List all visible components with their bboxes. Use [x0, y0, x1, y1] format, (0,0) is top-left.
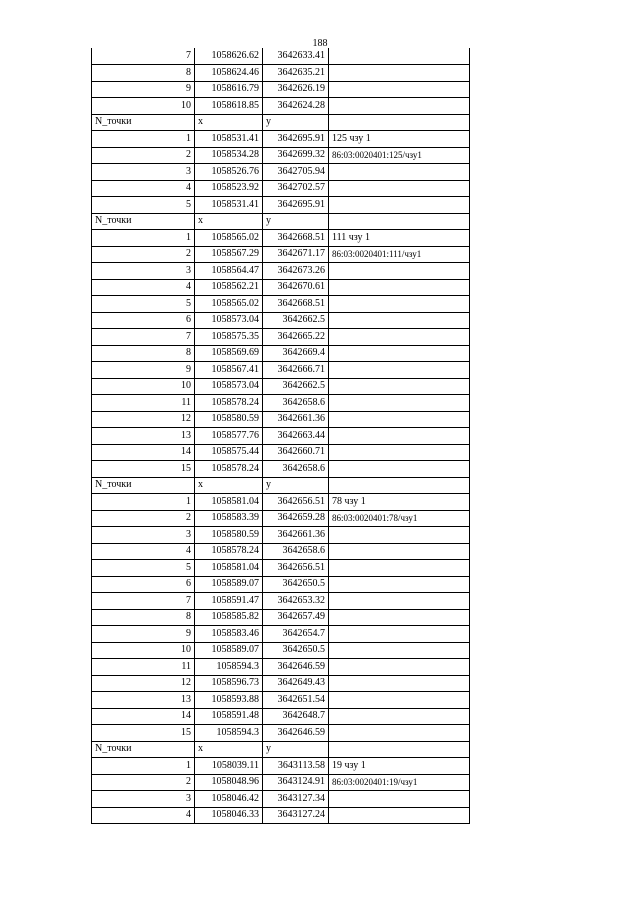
table-row — [92, 609, 470, 626]
table-row — [92, 378, 470, 395]
x-coordinate-cell: 1058526.76 — [195, 164, 263, 181]
point-number-cell: 8 — [92, 65, 195, 82]
table-row — [92, 543, 470, 560]
point-number-cell: 6 — [92, 576, 195, 593]
x-coordinate-cell: 1058565.02 — [195, 230, 263, 247]
table-row — [92, 197, 470, 214]
x-coordinate-cell: 1058578.24 — [195, 543, 263, 560]
table-row — [92, 312, 470, 329]
table-row — [92, 791, 470, 808]
note-cell — [329, 81, 470, 98]
note-cell — [329, 329, 470, 346]
y-coordinate-cell: 3642658.6 — [263, 395, 329, 412]
point-number-cell: 4 — [92, 279, 195, 296]
x-coordinate-cell: 1058575.44 — [195, 444, 263, 461]
y-coordinate-cell: 3642665.22 — [263, 329, 329, 346]
note-cell — [329, 791, 470, 808]
note-cell: 86:03:0020401:125/чзу1 — [329, 147, 470, 164]
coordinates-table — [91, 48, 470, 824]
header-cell-x: x — [195, 114, 263, 131]
y-coordinate-cell: 3642702.57 — [263, 180, 329, 197]
x-coordinate-cell: 1058624.46 — [195, 65, 263, 82]
note-cell — [329, 378, 470, 395]
point-number-cell: 2 — [92, 246, 195, 263]
x-coordinate-cell: 1058531.41 — [195, 131, 263, 148]
note-cell — [329, 560, 470, 577]
header-cell-y: y — [263, 114, 329, 131]
note-cell — [329, 411, 470, 428]
x-coordinate-cell: 1058531.41 — [195, 197, 263, 214]
table-row — [92, 576, 470, 593]
x-coordinate-cell: 1058583.46 — [195, 626, 263, 643]
x-coordinate-cell: 1058594.3 — [195, 659, 263, 676]
x-coordinate-cell: 1058581.04 — [195, 560, 263, 577]
y-coordinate-cell: 3642653.32 — [263, 593, 329, 610]
x-coordinate-cell: 1058591.47 — [195, 593, 263, 610]
x-coordinate-cell: 1058580.59 — [195, 411, 263, 428]
table-row — [92, 593, 470, 610]
x-coordinate-cell: 1058591.48 — [195, 708, 263, 725]
note-cell — [329, 65, 470, 82]
note-cell: 86:03:0020401:111/чзу1 — [329, 246, 470, 263]
y-coordinate-cell: 3643127.34 — [263, 791, 329, 808]
x-coordinate-cell: 1058581.04 — [195, 494, 263, 511]
x-coordinate-cell: 1058048.96 — [195, 774, 263, 791]
y-coordinate-cell: 3642660.71 — [263, 444, 329, 461]
note-cell — [329, 279, 470, 296]
point-number-cell: 9 — [92, 626, 195, 643]
table-row — [92, 642, 470, 659]
note-cell — [329, 527, 470, 544]
y-coordinate-cell: 3642673.26 — [263, 263, 329, 280]
header-cell-x: x — [195, 213, 263, 230]
note-cell — [329, 593, 470, 610]
note-cell — [329, 263, 470, 280]
y-coordinate-cell: 3642661.36 — [263, 411, 329, 428]
table-row — [92, 444, 470, 461]
x-coordinate-cell: 1058573.04 — [195, 378, 263, 395]
x-coordinate-cell: 1058039.11 — [195, 758, 263, 775]
header-cell-note — [329, 114, 470, 131]
header-cell-y: y — [263, 477, 329, 494]
point-number-cell: 1 — [92, 758, 195, 775]
note-cell — [329, 659, 470, 676]
point-number-cell: 5 — [92, 560, 195, 577]
y-coordinate-cell: 3642626.19 — [263, 81, 329, 98]
note-cell — [329, 296, 470, 313]
note-cell — [329, 180, 470, 197]
header-cell-n: N_точки — [92, 213, 195, 230]
note-cell — [329, 345, 470, 362]
x-coordinate-cell: 1058578.24 — [195, 461, 263, 478]
table-row — [92, 461, 470, 478]
point-number-cell: 11 — [92, 659, 195, 676]
x-coordinate-cell: 1058569.69 — [195, 345, 263, 362]
table-row — [92, 494, 470, 511]
point-number-cell: 3 — [92, 527, 195, 544]
x-coordinate-cell: 1058589.07 — [195, 576, 263, 593]
x-coordinate-cell: 1058578.24 — [195, 395, 263, 412]
point-number-cell: 3 — [92, 164, 195, 181]
y-coordinate-cell: 3642668.51 — [263, 296, 329, 313]
y-coordinate-cell: 3642657.49 — [263, 609, 329, 626]
y-coordinate-cell: 3642635.21 — [263, 65, 329, 82]
table-row — [92, 345, 470, 362]
x-coordinate-cell: 1058562.21 — [195, 279, 263, 296]
y-coordinate-cell: 3642666.71 — [263, 362, 329, 379]
y-coordinate-cell: 3642648.7 — [263, 708, 329, 725]
note-cell — [329, 164, 470, 181]
note-cell — [329, 543, 470, 560]
x-coordinate-cell: 1058575.35 — [195, 329, 263, 346]
point-number-cell: 10 — [92, 378, 195, 395]
point-number-cell: 7 — [92, 593, 195, 610]
x-coordinate-cell: 1058596.73 — [195, 675, 263, 692]
x-coordinate-cell: 1058577.76 — [195, 428, 263, 445]
table-row — [92, 560, 470, 577]
point-number-cell: 3 — [92, 791, 195, 808]
note-cell — [329, 461, 470, 478]
y-coordinate-cell: 3642658.6 — [263, 543, 329, 560]
y-coordinate-cell: 3642671.17 — [263, 246, 329, 263]
note-cell — [329, 675, 470, 692]
note-cell — [329, 395, 470, 412]
point-number-cell: 1 — [92, 131, 195, 148]
table-row — [92, 279, 470, 296]
point-number-cell: 14 — [92, 708, 195, 725]
table-row — [92, 758, 470, 775]
point-number-cell: 4 — [92, 543, 195, 560]
point-number-cell: 14 — [92, 444, 195, 461]
table-row — [92, 626, 470, 643]
table-row — [92, 411, 470, 428]
y-coordinate-cell: 3642649.43 — [263, 675, 329, 692]
x-coordinate-cell: 1058573.04 — [195, 312, 263, 329]
table-row — [92, 362, 470, 379]
point-number-cell: 5 — [92, 296, 195, 313]
table-row — [92, 180, 470, 197]
table-row — [92, 708, 470, 725]
point-number-cell: 15 — [92, 725, 195, 742]
point-number-cell: 4 — [92, 807, 195, 824]
y-coordinate-cell: 3642658.6 — [263, 461, 329, 478]
table-header-row — [92, 213, 470, 230]
y-coordinate-cell: 3642659.28 — [263, 510, 329, 527]
coordinates-table-body — [92, 48, 470, 824]
point-number-cell: 8 — [92, 609, 195, 626]
page-number: 188 — [312, 38, 328, 49]
header-cell-n: N_точки — [92, 741, 195, 758]
point-number-cell: 12 — [92, 411, 195, 428]
note-cell — [329, 626, 470, 643]
table-row — [92, 81, 470, 98]
x-coordinate-cell: 1058589.07 — [195, 642, 263, 659]
note-cell — [329, 708, 470, 725]
point-number-cell: 10 — [92, 642, 195, 659]
y-coordinate-cell: 3642662.5 — [263, 378, 329, 395]
point-number-cell: 9 — [92, 362, 195, 379]
y-coordinate-cell: 3642695.91 — [263, 197, 329, 214]
y-coordinate-cell: 3642705.94 — [263, 164, 329, 181]
table-row — [92, 296, 470, 313]
point-number-cell: 6 — [92, 312, 195, 329]
note-cell — [329, 642, 470, 659]
note-cell — [329, 576, 470, 593]
y-coordinate-cell: 3642661.36 — [263, 527, 329, 544]
x-coordinate-cell: 1058618.85 — [195, 98, 263, 115]
note-cell — [329, 609, 470, 626]
x-coordinate-cell: 1058583.39 — [195, 510, 263, 527]
y-coordinate-cell: 3642656.51 — [263, 560, 329, 577]
y-coordinate-cell: 3642670.61 — [263, 279, 329, 296]
table-row — [92, 675, 470, 692]
table-header-row — [92, 114, 470, 131]
table-header-row — [92, 741, 470, 758]
note-cell: 86:03:0020401:19/чзу1 — [329, 774, 470, 791]
point-number-cell: 9 — [92, 81, 195, 98]
table-row — [92, 246, 470, 263]
x-coordinate-cell: 1058567.41 — [195, 362, 263, 379]
y-coordinate-cell: 3642663.44 — [263, 428, 329, 445]
point-number-cell: 2 — [92, 510, 195, 527]
table-row — [92, 98, 470, 115]
x-coordinate-cell: 1058616.79 — [195, 81, 263, 98]
y-coordinate-cell: 3642662.5 — [263, 312, 329, 329]
y-coordinate-cell: 3642646.59 — [263, 725, 329, 742]
note-cell: 78 чзу 1 — [329, 494, 470, 511]
table-row — [92, 131, 470, 148]
y-coordinate-cell: 3642650.5 — [263, 576, 329, 593]
x-coordinate-cell: 1058567.29 — [195, 246, 263, 263]
y-coordinate-cell: 3642695.91 — [263, 131, 329, 148]
table-row — [92, 164, 470, 181]
x-coordinate-cell: 1058626.62 — [195, 48, 263, 65]
y-coordinate-cell: 3643124.91 — [263, 774, 329, 791]
table-row — [92, 692, 470, 709]
x-coordinate-cell: 1058046.42 — [195, 791, 263, 808]
header-cell-note — [329, 477, 470, 494]
header-cell-note — [329, 213, 470, 230]
point-number-cell: 4 — [92, 180, 195, 197]
point-number-cell: 11 — [92, 395, 195, 412]
header-cell-y: y — [263, 741, 329, 758]
y-coordinate-cell: 3642669.4 — [263, 345, 329, 362]
table-row — [92, 395, 470, 412]
table-header-row — [92, 477, 470, 494]
point-number-cell: 15 — [92, 461, 195, 478]
y-coordinate-cell: 3642651.54 — [263, 692, 329, 709]
point-number-cell: 5 — [92, 197, 195, 214]
point-number-cell: 10 — [92, 98, 195, 115]
point-number-cell: 13 — [92, 428, 195, 445]
header-cell-n: N_точки — [92, 477, 195, 494]
x-coordinate-cell: 1058534.28 — [195, 147, 263, 164]
y-coordinate-cell: 3642624.28 — [263, 98, 329, 115]
y-coordinate-cell: 3642650.5 — [263, 642, 329, 659]
note-cell — [329, 807, 470, 824]
table-row — [92, 527, 470, 544]
header-cell-y: y — [263, 213, 329, 230]
y-coordinate-cell: 3642656.51 — [263, 494, 329, 511]
point-number-cell: 1 — [92, 494, 195, 511]
table-row — [92, 230, 470, 247]
y-coordinate-cell: 3642646.59 — [263, 659, 329, 676]
table-row — [92, 725, 470, 742]
note-cell — [329, 197, 470, 214]
table-row — [92, 428, 470, 445]
header-cell-x: x — [195, 477, 263, 494]
note-cell — [329, 444, 470, 461]
note-cell: 86:03:0020401:78/чзу1 — [329, 510, 470, 527]
note-cell: 125 чзу 1 — [329, 131, 470, 148]
point-number-cell: 12 — [92, 675, 195, 692]
note-cell — [329, 725, 470, 742]
table-row — [92, 48, 470, 65]
x-coordinate-cell: 1058046.33 — [195, 807, 263, 824]
note-cell — [329, 428, 470, 445]
point-number-cell: 7 — [92, 329, 195, 346]
point-number-cell: 2 — [92, 147, 195, 164]
x-coordinate-cell: 1058564.47 — [195, 263, 263, 280]
header-cell-n: N_точки — [92, 114, 195, 131]
point-number-cell: 3 — [92, 263, 195, 280]
x-coordinate-cell: 1058585.82 — [195, 609, 263, 626]
note-cell: 111 чзу 1 — [329, 230, 470, 247]
note-cell — [329, 362, 470, 379]
note-cell — [329, 98, 470, 115]
y-coordinate-cell: 3643113.58 — [263, 758, 329, 775]
note-cell — [329, 692, 470, 709]
x-coordinate-cell: 1058594.3 — [195, 725, 263, 742]
table-row — [92, 659, 470, 676]
y-coordinate-cell: 3642668.51 — [263, 230, 329, 247]
header-cell-note — [329, 741, 470, 758]
x-coordinate-cell: 1058565.02 — [195, 296, 263, 313]
header-cell-x: x — [195, 741, 263, 758]
point-number-cell: 8 — [92, 345, 195, 362]
table-row — [92, 774, 470, 791]
table-row — [92, 147, 470, 164]
point-number-cell: 13 — [92, 692, 195, 709]
point-number-cell: 7 — [92, 48, 195, 65]
point-number-cell: 1 — [92, 230, 195, 247]
x-coordinate-cell: 1058593.88 — [195, 692, 263, 709]
x-coordinate-cell: 1058523.92 — [195, 180, 263, 197]
y-coordinate-cell: 3643127.24 — [263, 807, 329, 824]
y-coordinate-cell: 3642699.32 — [263, 147, 329, 164]
y-coordinate-cell: 3642633.41 — [263, 48, 329, 65]
table-row — [92, 65, 470, 82]
y-coordinate-cell: 3642654.7 — [263, 626, 329, 643]
point-number-cell: 2 — [92, 774, 195, 791]
table-row — [92, 329, 470, 346]
table-row — [92, 510, 470, 527]
note-cell — [329, 312, 470, 329]
table-row — [92, 263, 470, 280]
note-cell — [329, 48, 470, 65]
table-row — [92, 807, 470, 824]
x-coordinate-cell: 1058580.59 — [195, 527, 263, 544]
note-cell: 19 чзу 1 — [329, 758, 470, 775]
